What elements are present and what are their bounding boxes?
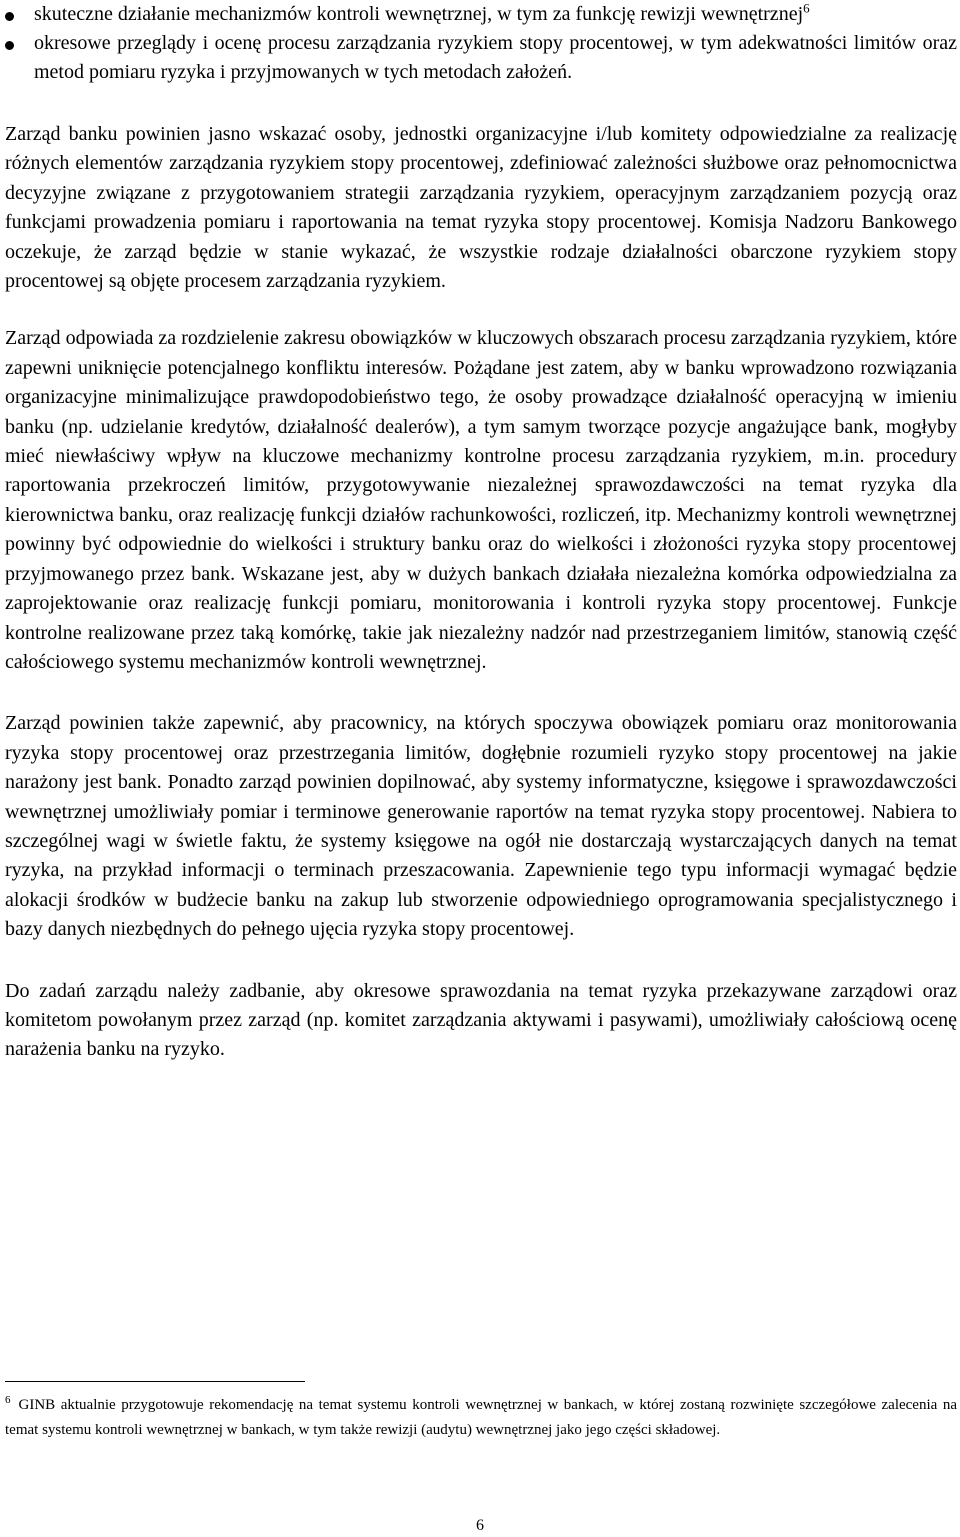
footnote-number: 6	[5, 1394, 11, 1406]
page-body	[5, 0, 957, 1065]
bullet-icon	[5, 12, 14, 21]
paragraph: Do zadań zarządu należy zadbanie, aby okresowe sprawozdania na temat ryzyka przekazywane zarządowi oraz komitetom powołanym przez zarząd (np. komitet zarządzania aktywami i pasywami), umożliwiały całościową ocenę narażenia banku na ryzyko.	[5, 979, 957, 1061]
list-item	[5, 0, 957, 29]
footnote-text: GINB aktualnie przygotowuje rekomendację na temat systemu kontroli wewnętrznej w bankach, w której zostaną rozwinięte szczegółowe zalecenia na temat systemu kontroli wewnętrznej w bankach, w tym także rewizji (audytu) wewnętrznej jako jego części składowej.	[5, 1397, 957, 1438]
bullet-text: skuteczne działanie mechanizmów kontroli wewnętrznej, w tym za funkcję rewizji wewnętrznej	[34, 3, 804, 25]
paragraph: Zarząd powinien także zapewnić, aby pracownicy, na których spoczywa obowiązek pomiaru oraz monitorowania ryzyka stopy procentowej oraz przestrzegania limitów, dogłębnie rozumieli ryzyko stopy procentowej na jakie narażony jest bank. Ponadto zarząd powinien dopilnować, aby systemy informatyczne, księgowe i sprawozdawczości wewnętrznej umożliwiały pomiar i terminowe generowanie raportów na temat ryzyka stopy procentowej. Nabiera to szczególnej wagi w świetle faktu, że systemy księgowe na ogół nie dostarczają wystarczających danych na temat ryzyka, na przykład informacji o terminach przeszacowania. Zapewnienie tego typu informacji wymagać będzie alokacji środków w budżecie banku na zakup lub stworzenie odpowiedniego oprogramowania specjalistycznego i bazy danych niezbędnych do pełnego ujęcia ryzyka stopy procentowej.	[5, 712, 957, 941]
page-number: 6	[476, 1517, 484, 1534]
bullet-text: okresowe przeglądy i ocenę procesu zarządzania ryzykiem stopy procentowej, w tym adekwatności limitów oraz metod pomiaru ryzyka i przyjmowanych w tych metodach założeń.	[34, 32, 957, 83]
bullet-icon	[5, 41, 14, 50]
paragraph: Zarząd banku powinien jasno wskazać osoby, jednostki organizacyjne i/lub komitety odpowiedzialne za realizację różnych elementów zarządzania ryzykiem stopy procentowej, zdefiniować zależności służbowe oraz pełnomocnictwa decyzyjne związane z przygotowaniem strategii zarządzania ryzykiem, operacyjnym zarządzaniem pozycją oraz funkcjami prowadzenia pomiaru i raportowania na temat ryzyka stopy procentowej. Komisja Nadzoru Bankowego oczekuje, że zarząd będzie w stanie wykazać, że wszystkie rodzaje działalności obarczone ryzykiem stopy procentowej są objęte procesem zarządzania ryzykiem.	[5, 123, 957, 293]
bullet-list	[5, 0, 957, 87]
paragraph: Zarząd odpowiada za rozdzielenie zakresu obowiązków w kluczowych obszarach procesu zarządzania ryzykiem, które zapewni uniknięcie potencjalnego konfliktu interesów. Pożądane jest zatem, aby w banku wprowadzono rozwiązania organizacyjne minimalizujące prawdopodobieństwo tego, że osoby prowadzące działalność operacyjną w imieniu banku (np. udzielanie kredytów, działalność dealerów), a tym samym tworzące pozycje angażujące bank, mogłyby mieć niewłaściwy wpływ na kluczowe mechanizmy kontrolne procesu zarządzania ryzykiem, m.in. procedury raportowania przekroczeń limitów, przygotowywanie niezależnej sprawozdawczości na temat ryzyka dla kierownictwa banku, oraz realizację funkcji działów rachunkowości, rozliczeń, itp. Mechanizmy kontroli wewnętrznej powinny być odpowiednie do wielkości i struktury banku oraz do wielkości i złożoności ryzyka stopy procentowej przyjmowanego przez bank. Wskazane jest, aby w dużych bankach działała niezależna komórka odpowiedzialna za zaprojektowanie oraz realizację funkcji pomiaru, monitorowania i kontroli ryzyka stopy procentowej. Funkcje kontrolne realizowane przez taką komórkę, takie jak niezależny nadzór nad przestrzeganiem limitów, stanowią część całościowego systemu mechanizmów kontroli wewnętrznej.	[5, 327, 957, 673]
list-item	[5, 29, 957, 87]
footnote	[5, 1393, 957, 1442]
footnote-reference: 6	[803, 0, 810, 16]
footnote-separator	[5, 1381, 305, 1382]
